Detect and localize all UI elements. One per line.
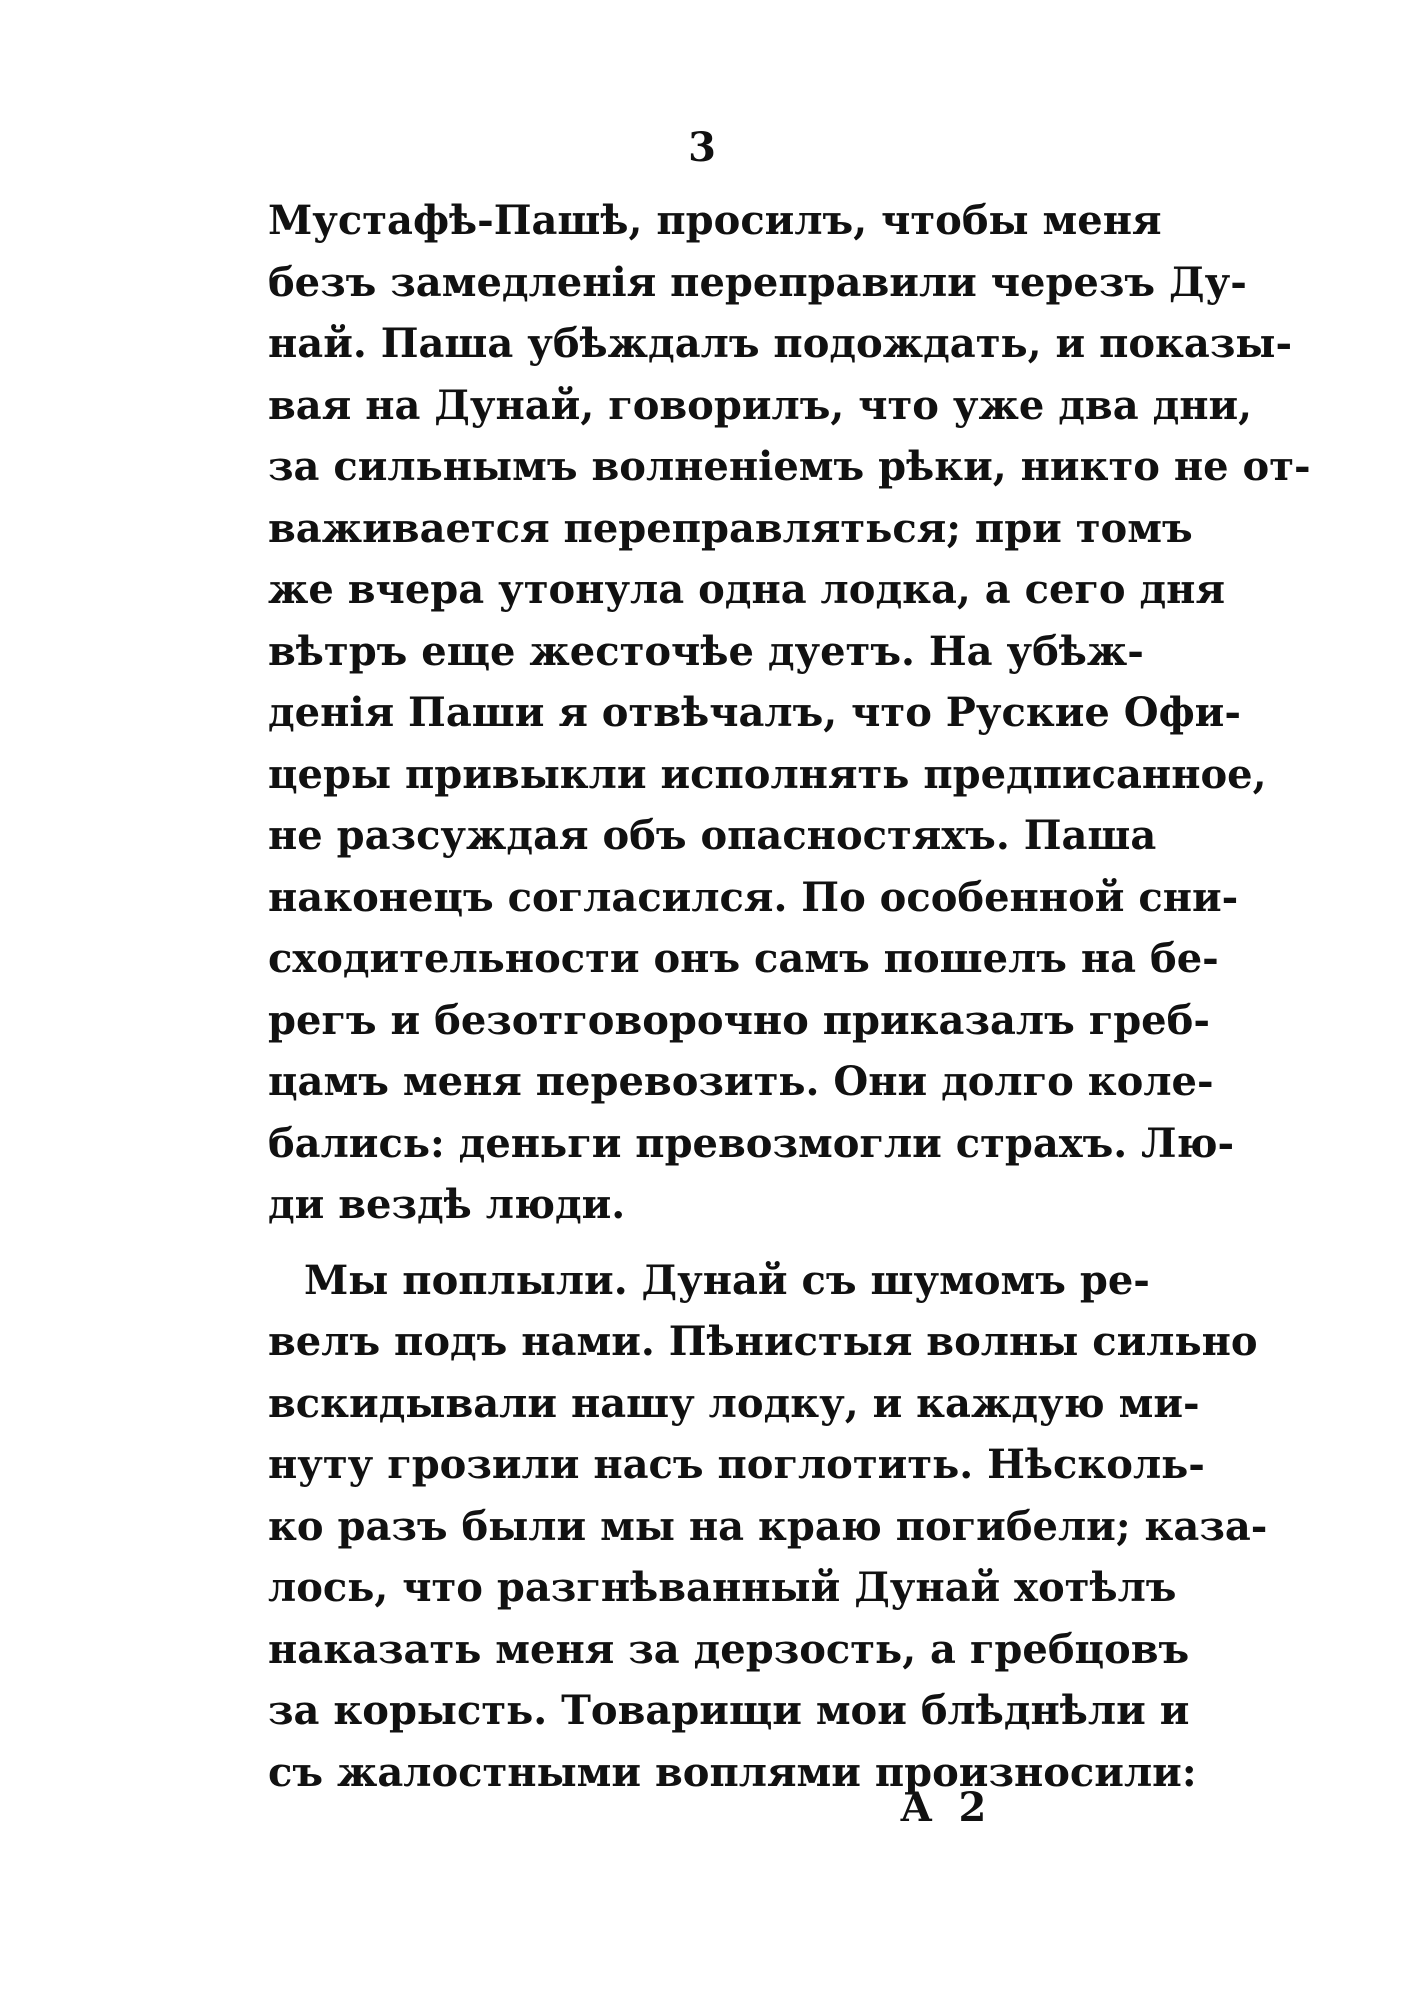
text-line: сходительности онъ самъ пошелъ на бе-: [268, 935, 1219, 982]
text-line: не разсуждая объ опасностяхъ. Паша: [268, 812, 1157, 859]
text-line: наконецъ согласился. По особенной сни-: [268, 873, 1239, 921]
text-line: вскидывали нашу лодку, и каждую ми-: [268, 1379, 1200, 1427]
text-line: церы привыкли исполнять предписанное,: [268, 750, 1267, 798]
page-number: 3: [688, 124, 716, 171]
text-line: вая на Дунай, говорилъ, что уже два дни,: [268, 381, 1253, 429]
text-line: денія Паши я отвѣчалъ, что Руские Офи-: [268, 689, 1241, 736]
text-line: за корысть. Товарищи мои блѣднѣли и: [268, 1687, 1190, 1734]
paragraph-2: [268, 1250, 1268, 1804]
text-line: важивается переправляться; при томъ: [268, 504, 1193, 552]
text-line: регъ и безотговорочно приказалъ греб-: [268, 996, 1210, 1044]
text-line: нуту грозили насъ поглотить. Нѣсколь-: [268, 1441, 1205, 1488]
paragraph-gap: [268, 1236, 1138, 1250]
text-line: най. Паша убѣждалъ подождать, и показы-: [268, 320, 1293, 367]
text-line: безъ замедленія переправили черезъ Ду-: [268, 258, 1247, 306]
body-text: [268, 190, 1311, 1803]
text-line: бались: деньги превозмогли страхъ. Лю-: [268, 1119, 1235, 1167]
text-line: велъ подъ нами. Пѣнистыя волны сильно: [268, 1318, 1258, 1365]
text-line: съ жалостными воплями произносили:: [268, 1748, 1197, 1796]
text-line: Мы поплыли. Дунай съ шумомъ ре-: [304, 1256, 1150, 1304]
text-line: ко разъ были мы на краю погибели; каза-: [268, 1502, 1268, 1550]
text-line: наказать меня за дерзость, а гребцовъ: [268, 1625, 1190, 1673]
text-line: вѣтръ еще жесточѣе дуетъ. На убѣж-: [268, 627, 1144, 675]
paragraph-1: [268, 190, 1311, 1236]
text-line: за сильнымъ волненіемъ рѣки, никто не от-: [268, 443, 1311, 490]
text-line: ди вездѣ люди.: [268, 1181, 626, 1228]
text-line: цамъ меня перевозить. Они долго коле-: [268, 1058, 1214, 1105]
text-line: лось, что разгнѣванный Дунай хотѣлъ: [268, 1564, 1177, 1611]
text-line: же вчера утонула одна лодка, а сего дня: [268, 566, 1226, 613]
text-line: Мустафѣ-Пашѣ, просилъ, чтобы меня: [268, 197, 1162, 244]
signature-mark: А 2: [900, 1784, 993, 1831]
